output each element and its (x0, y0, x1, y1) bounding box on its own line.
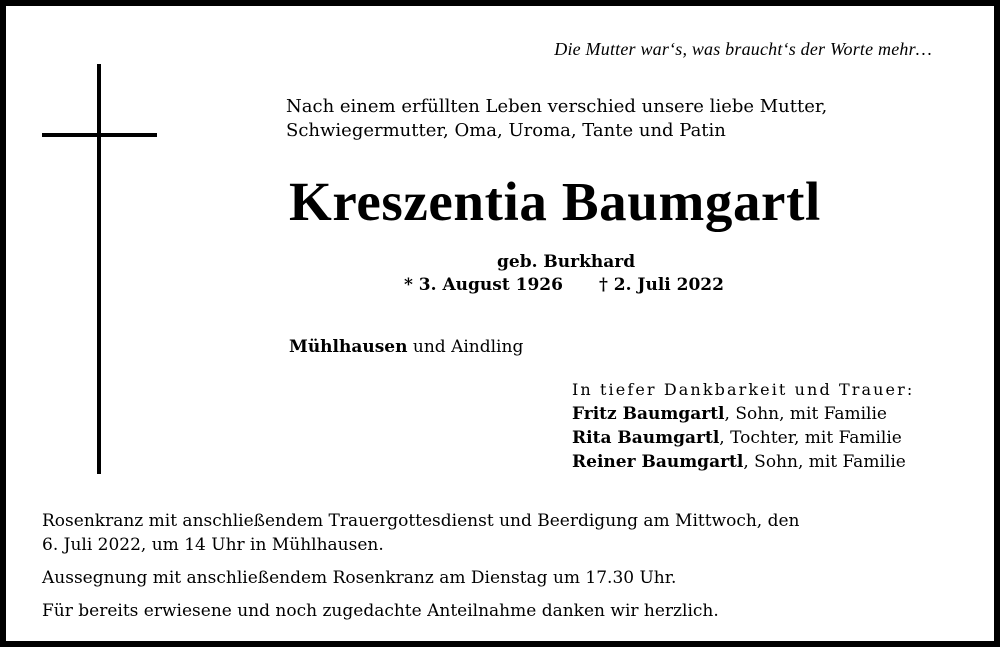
maiden-name: geb. Burkhard (497, 252, 636, 272)
mourners-block (572, 378, 914, 474)
mourner-name: Fritz Baumgartl (572, 404, 725, 424)
mourner-item (572, 450, 914, 474)
rosary-info (42, 509, 922, 557)
mourner-name: Rita Baumgartl (572, 428, 720, 448)
birth-date: * 3. August 1926 (404, 275, 563, 295)
cross-vertical-bar (97, 64, 101, 474)
mourner-item (572, 426, 914, 450)
blessing-info: Aussegnung mit anschließendem Rosenkranz am Dienstag um 17.30 Uhr. (42, 568, 677, 588)
life-dates (404, 275, 724, 295)
mourner-relation: , Sohn, mit Familie (724, 404, 887, 424)
mourner-name: Reiner Baumgartl (572, 452, 744, 472)
place-rest: und Aindling (407, 337, 524, 357)
deceased-name: Kreszentia Baumgartl (289, 171, 821, 232)
rosary-line: Rosenkranz mit anschließendem Trauergottesdienst und Beerdigung am Mittwoch, den (42, 511, 800, 531)
mourner-relation: , Sohn, mit Familie (743, 452, 906, 472)
place-primary: Mühlhausen (289, 337, 408, 357)
motto-quote: Die Mutter war‘s, was braucht‘s der Worte mehr… (554, 39, 932, 59)
mourner-item (572, 402, 914, 426)
intro-text (286, 95, 827, 143)
intro-line: Nach einem erfüllten Leben verschied unsere liebe Mutter, (286, 96, 828, 117)
death-date: † 2. Juli 2022 (598, 275, 724, 295)
intro-line: Schwiegermutter, Oma, Uroma, Tante und Patin (286, 120, 726, 141)
service-info (42, 509, 922, 632)
mourners-heading: In tiefer Dankbarkeit und Trauer: (572, 380, 915, 399)
cross-horizontal-bar (42, 133, 157, 137)
place-line (289, 337, 523, 357)
mourner-relation: , Tochter, mit Familie (719, 428, 902, 448)
thanks-note: Für bereits erwiesene und noch zugedachte Anteilnahme danken wir herzlich. (42, 601, 719, 621)
rosary-line: 6. Juli 2022, um 14 Uhr in Mühlhausen. (42, 535, 384, 555)
